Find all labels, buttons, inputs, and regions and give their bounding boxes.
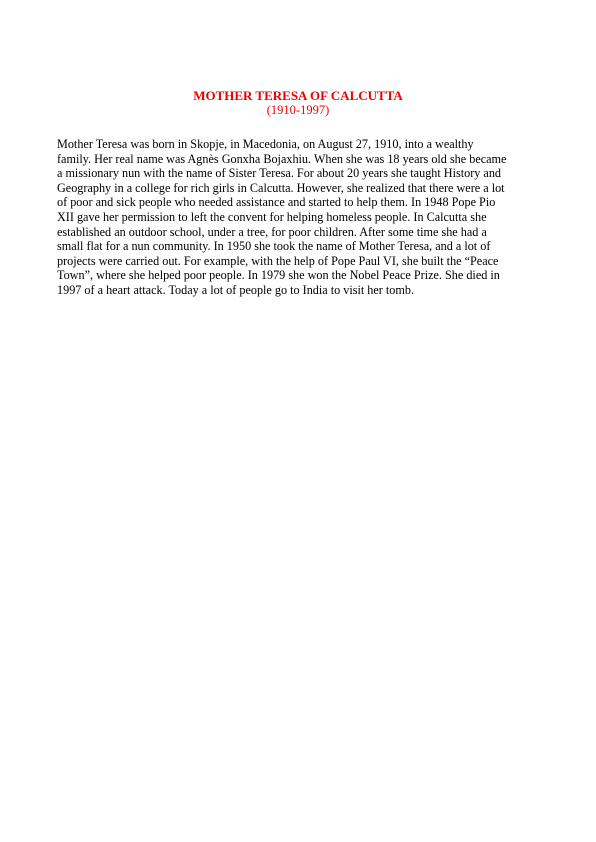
body-line: Mother Teresa was born in Skopje, in Macedonia, on August 27, 1910, into a wealthy (57, 137, 474, 151)
title-block (0, 88, 596, 118)
body-line: established an outdoor school, under a tree, for poor children. After some time she had a (57, 224, 487, 239)
body-line: family. Her real name was Agnès Gonxha Bojaxhiu. When she was 18 years old she became (57, 151, 507, 166)
document-title: MOTHER TERESA OF CALCUTTA (193, 88, 403, 103)
body-paragraph (57, 137, 543, 298)
body-line: 1997 of a heart attack. Today a lot of people go to India to visit her tomb. (57, 282, 415, 297)
document-subtitle: (1910-1997) (266, 103, 330, 117)
body-line: projects were carried out. For example, with the help of Pope Paul VI, she built the “Peace (57, 253, 499, 268)
body-line: XII gave her permission to left the convent for helping homeless people. In Calcutta she (57, 209, 487, 224)
body-line: of poor and sick people who needed assistance and started to help them. In 1948 Pope Pio (57, 195, 496, 210)
body-line: Geography in a college for rich girls in Calcutta. However, she realized that there were a lot (57, 180, 505, 195)
body-line: a missionary nun with the name of Sister Teresa. For about 20 years she taught History and (57, 166, 502, 181)
body-line: Town”, where she helped poor people. In 1979 she won the Nobel Peace Prize. She died in (57, 268, 500, 283)
body-line: small flat for a nun community. In 1950 she took the name of Mother Teresa, and a lot of (57, 239, 491, 254)
